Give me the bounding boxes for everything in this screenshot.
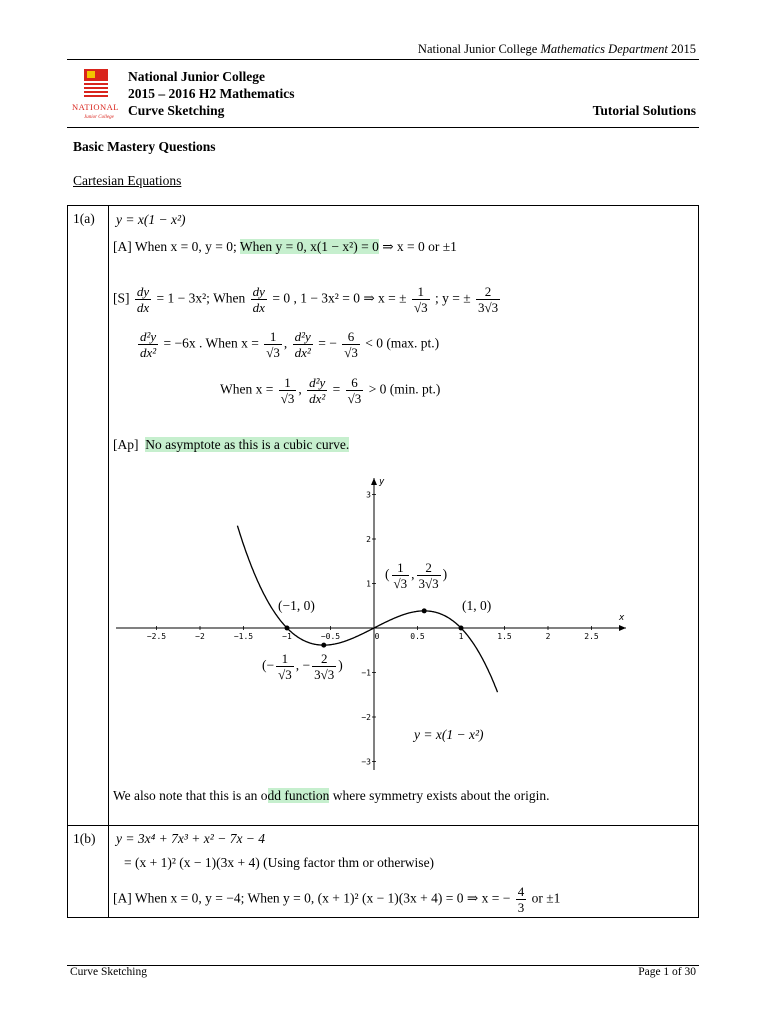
min-point-label: (− $\frac{1}{√3}$ , − $\frac{2}{3√3}$ ) bbox=[262, 651, 343, 682]
logo-subtext: Junior College bbox=[84, 115, 114, 120]
q1a-asymptote: [Ap] No asymptote as this is a cubic curve. bbox=[113, 437, 350, 452]
x-tick-label: −0.5 bbox=[320, 632, 341, 641]
y-tick-label: −1 bbox=[361, 668, 371, 678]
q1a-axial-intercepts: [A] When x = 0, y = 0; When y = 0, x(1 − x²) = 0 ⇒ x = 0 or ±1 bbox=[113, 239, 457, 254]
q1b-axial-intercepts: [A] When x = 0, y = −4; When y = 0, (x + 1)² (x − 1)(3x + 4) = 0 ⇒ x = − $\frac{4}{3}$ or ±1 bbox=[113, 884, 561, 915]
key-point-dot bbox=[422, 608, 427, 613]
y-tick-label: −3 bbox=[361, 757, 371, 767]
y-axis-label: y bbox=[379, 477, 385, 487]
x-axis-arrow bbox=[619, 625, 626, 631]
course-name: 2015 – 2016 H2 Mathematics bbox=[128, 86, 295, 101]
x-tick-label: 2.5 bbox=[584, 632, 599, 641]
graph-axes bbox=[116, 478, 626, 770]
section-subtitle: Cartesian Equations bbox=[73, 173, 182, 188]
table-row-divider bbox=[67, 825, 699, 826]
footer-rule bbox=[67, 965, 699, 966]
x-tick-label: 1.5 bbox=[497, 632, 512, 641]
y-axis-arrow bbox=[371, 478, 377, 485]
question-number-1b: 1(b) bbox=[73, 831, 96, 846]
q1b-factorised: = (x + 1)² (x − 1)(3x + 4) (Using factor thm or otherwise) bbox=[124, 855, 435, 870]
running-header: National Junior College Mathematics Department 2015 bbox=[417, 42, 696, 56]
q1a-second-derivative-min: When x = $\frac{1}{√3}$ , $\frac{\text{d²y}}{\text{dx²}}$ = $\frac{6}{√3}$ > 0 (min. pt.) bbox=[220, 375, 441, 406]
logo-text: NATIONAL bbox=[72, 102, 119, 112]
college-name: National Junior College bbox=[128, 69, 266, 84]
q1a-odd-function-note: We also note that this is an odd function where symmetry exists about the origin. bbox=[113, 788, 550, 803]
x-tick-label: −2.5 bbox=[146, 632, 167, 641]
question-number-1a: 1(a) bbox=[73, 211, 95, 226]
y-tick-label: −2 bbox=[361, 713, 371, 722]
topic-name: Curve Sketching bbox=[128, 103, 225, 118]
x-tick-label: 0.5 bbox=[410, 632, 425, 641]
page-number: Page 1 of 30 bbox=[638, 966, 696, 978]
q1a-stationary-points: [S] $\frac{dy}{dx}$ = 1 − 3x²; When $\frac{dy}{dx}$ = 0 , 1 − 3x² = 0 ⇒ x = ± $\frac{1}{√3}$ ; y = ± $\frac{2}{3√3}$ bbox=[113, 284, 499, 315]
x-tick-label: −1 bbox=[282, 632, 292, 641]
q1b-equation: y = 3x⁴ + 7x³ + x² − 7x − 4 bbox=[116, 831, 266, 846]
table-column-divider bbox=[108, 205, 109, 918]
x-tick-label: 2 bbox=[545, 632, 551, 641]
title-rule bbox=[67, 127, 699, 128]
y-tick-label: 2 bbox=[366, 535, 371, 544]
x-axis-label: x bbox=[619, 613, 625, 623]
key-point-dot bbox=[285, 626, 290, 631]
x-tick-label: −1.5 bbox=[233, 632, 254, 641]
footer-topic: Curve Sketching bbox=[70, 966, 147, 978]
x-tick-label: −2 bbox=[195, 632, 205, 641]
y-tick-label: 1 bbox=[366, 579, 371, 589]
curve-equation-label: y = x(1 − x²) bbox=[414, 727, 484, 742]
q1a-second-derivative-max: $\frac{\text{d²y}}{\text{dx²}}$ = −6x . When x = $\frac{1}{√3}$ , $\frac{\text{d²y}}{\text{dx²}}$ = − $\frac{6}{√3}$ < 0 (max. pt.) bbox=[140, 329, 440, 360]
doc-type: Tutorial Solutions bbox=[592, 103, 696, 118]
header-rule bbox=[67, 59, 699, 60]
college-logo-icon bbox=[70, 67, 126, 125]
key-point-dot bbox=[459, 626, 464, 631]
q1a-equation: y = x(1 − x²) bbox=[116, 212, 186, 227]
curve-graph bbox=[110, 470, 640, 780]
x-tick-label: 1 bbox=[458, 632, 464, 641]
section-title: Basic Mastery Questions bbox=[73, 139, 216, 154]
x-tick-label: 0 bbox=[374, 632, 380, 641]
max-point-label: ( $\frac{1}{√3}$ , $\frac{2}{3√3}$ ) bbox=[385, 560, 448, 591]
key-point-dot bbox=[321, 643, 326, 648]
point-label-1: (1, 0) bbox=[462, 598, 492, 613]
y-tick-label: 3 bbox=[366, 490, 371, 500]
point-label-neg1: (−1, 0) bbox=[278, 598, 315, 613]
